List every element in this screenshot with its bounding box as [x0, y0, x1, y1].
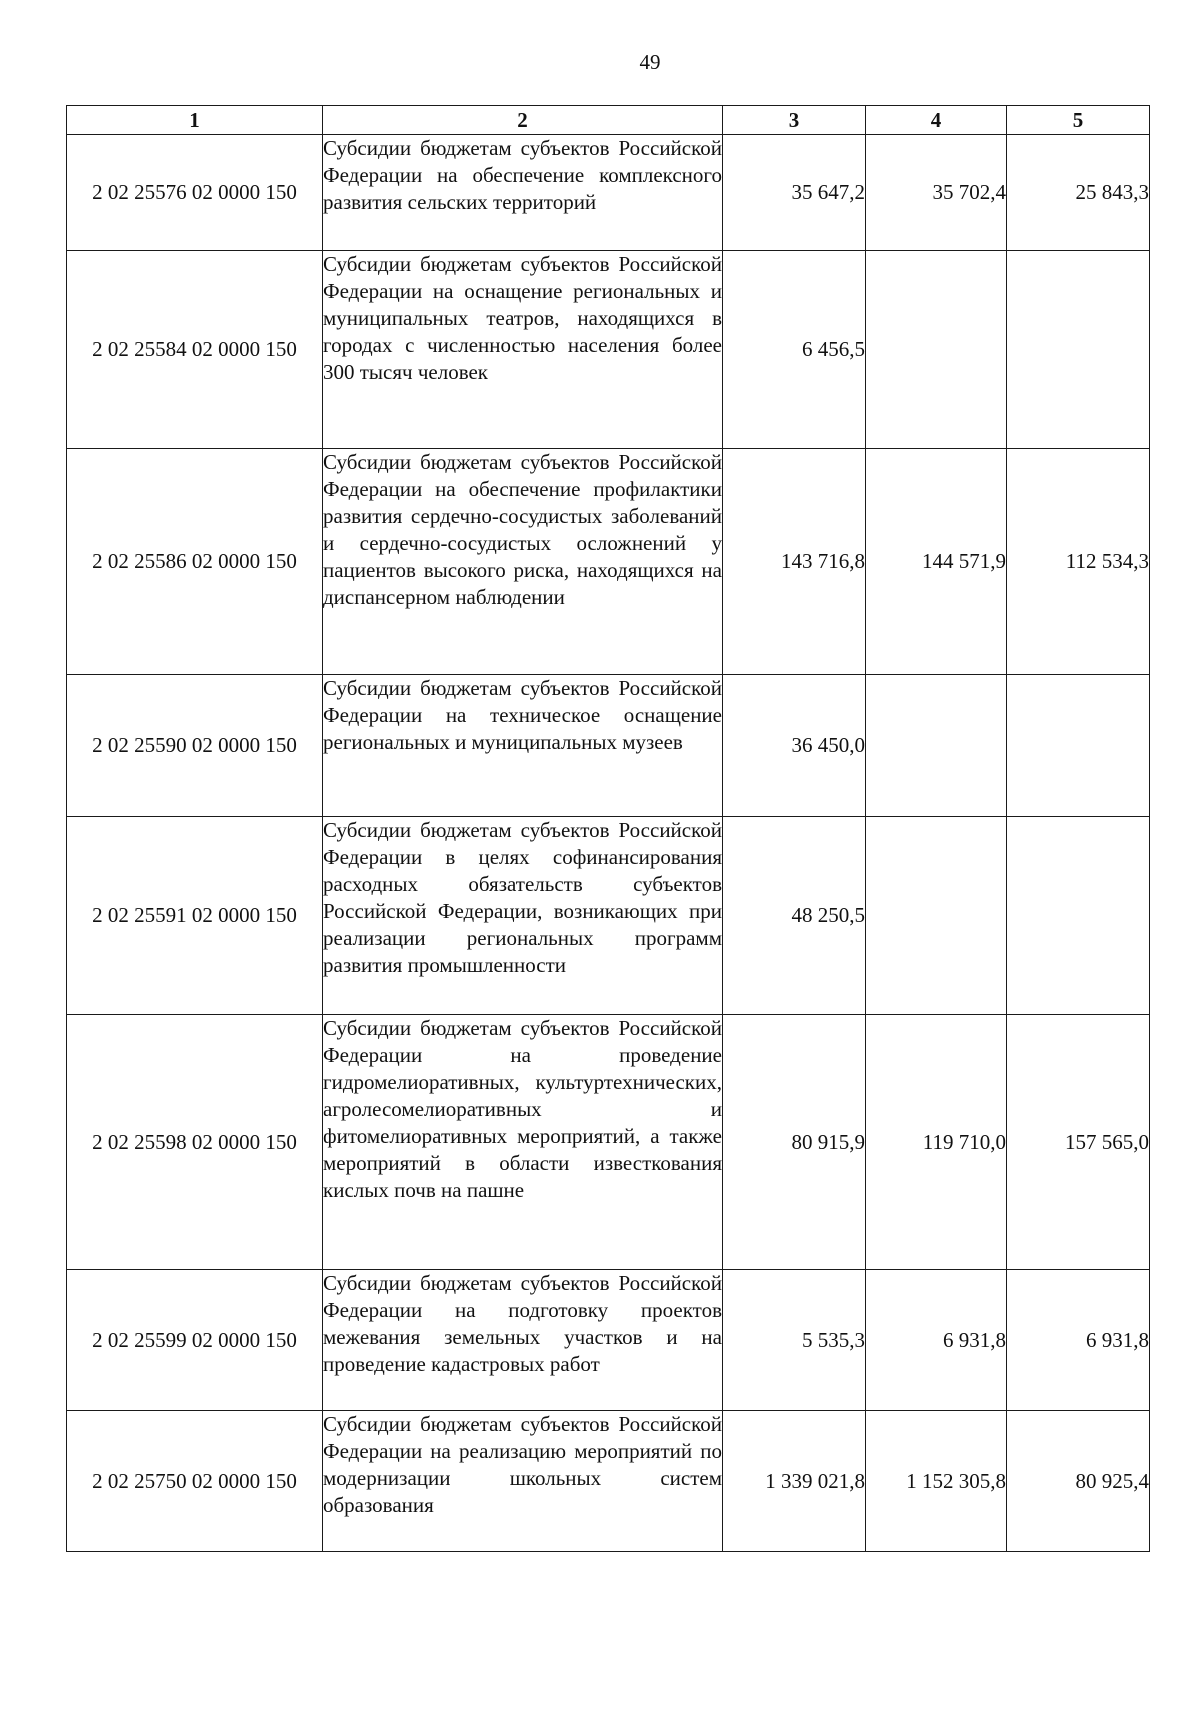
description-cell: Субсидии бюджетам субъектов Российской Федерации на проведение гидромелиоративных, культуртехнических, агролесомелиоративных и фитомелиоративных мероприятий, а также мероприятий в области известкования кислых почв на пашне	[323, 1015, 723, 1270]
table-row	[67, 1411, 1150, 1552]
amount-cell-col3: 143 716,8	[723, 449, 866, 675]
budget-code-cell: 2 02 25586 02 0000 150	[67, 449, 323, 675]
table-row	[67, 135, 1150, 251]
column-header: 4	[866, 106, 1007, 135]
budget-code-cell: 2 02 25591 02 0000 150	[67, 817, 323, 1015]
amount-cell-col5: 157 565,0	[1007, 1015, 1150, 1270]
description-cell: Субсидии бюджетам субъектов Российской Федерации на обеспечение комплексного развития сельских территорий	[323, 135, 723, 251]
amount-cell-col4: 35 702,4	[866, 135, 1007, 251]
amount-cell-col4: 1 152 305,8	[866, 1411, 1007, 1552]
budget-code-cell: 2 02 25750 02 0000 150	[67, 1411, 323, 1552]
table-row	[67, 251, 1150, 449]
budget-code-cell: 2 02 25598 02 0000 150	[67, 1015, 323, 1270]
amount-cell-col5: 6 931,8	[1007, 1270, 1150, 1411]
budget-code-cell: 2 02 25599 02 0000 150	[67, 1270, 323, 1411]
amount-cell-col3: 48 250,5	[723, 817, 866, 1015]
amount-cell-col4	[866, 251, 1007, 449]
amount-cell-col3: 5 535,3	[723, 1270, 866, 1411]
column-header: 3	[723, 106, 866, 135]
budget-table	[66, 105, 1150, 1552]
amount-cell-col5	[1007, 251, 1150, 449]
amount-cell-col5: 112 534,3	[1007, 449, 1150, 675]
amount-cell-col3: 6 456,5	[723, 251, 866, 449]
table-row	[67, 675, 1150, 817]
column-header: 5	[1007, 106, 1150, 135]
amount-cell-col5	[1007, 675, 1150, 817]
table-row	[67, 817, 1150, 1015]
amount-cell-col3: 80 915,9	[723, 1015, 866, 1270]
description-cell: Субсидии бюджетам субъектов Российской Федерации на обеспечение профилактики развития сердечно-сосудистых заболеваний и сердечно-сосудистых осложнений у пациентов высокого риска, находящихся на диспансерном наблюдении	[323, 449, 723, 675]
table-row	[67, 449, 1150, 675]
amount-cell-col4: 119 710,0	[866, 1015, 1007, 1270]
amount-cell-col5: 25 843,3	[1007, 135, 1150, 251]
table-row	[67, 1015, 1150, 1270]
table-header-row	[67, 106, 1150, 135]
amount-cell-col5	[1007, 817, 1150, 1015]
description-cell: Субсидии бюджетам субъектов Российской Федерации на оснащение региональных и муниципальных театров, находящихся в городах с численностью населения более 300 тысяч человек	[323, 251, 723, 449]
description-cell: Субсидии бюджетам субъектов Российской Федерации в целях софинансирования расходных обязательств субъектов Российской Федерации, возникающих при реализации региональных программ развития промышленности	[323, 817, 723, 1015]
amount-cell-col3: 1 339 021,8	[723, 1411, 866, 1552]
amount-cell-col4: 144 571,9	[866, 449, 1007, 675]
budget-code-cell: 2 02 25584 02 0000 150	[67, 251, 323, 449]
column-header: 1	[67, 106, 323, 135]
description-cell: Субсидии бюджетам субъектов Российской Федерации на подготовку проектов межевания земельных участков и на проведение кадастровых работ	[323, 1270, 723, 1411]
amount-cell-col4	[866, 675, 1007, 817]
description-cell: Субсидии бюджетам субъектов Российской Федерации на реализацию мероприятий по модернизации школьных систем образования	[323, 1411, 723, 1552]
page-number: 49	[639, 50, 661, 74]
amount-cell-col4: 6 931,8	[866, 1270, 1007, 1411]
budget-code-cell: 2 02 25576 02 0000 150	[67, 135, 323, 251]
column-header: 2	[323, 106, 723, 135]
amount-cell-col3: 35 647,2	[723, 135, 866, 251]
description-cell: Субсидии бюджетам субъектов Российской Федерации на техническое оснащение региональных и муниципальных музеев	[323, 675, 723, 817]
budget-code-cell: 2 02 25590 02 0000 150	[67, 675, 323, 817]
amount-cell-col3: 36 450,0	[723, 675, 866, 817]
amount-cell-col5: 80 925,4	[1007, 1411, 1150, 1552]
table-row	[67, 1270, 1150, 1411]
amount-cell-col4	[866, 817, 1007, 1015]
